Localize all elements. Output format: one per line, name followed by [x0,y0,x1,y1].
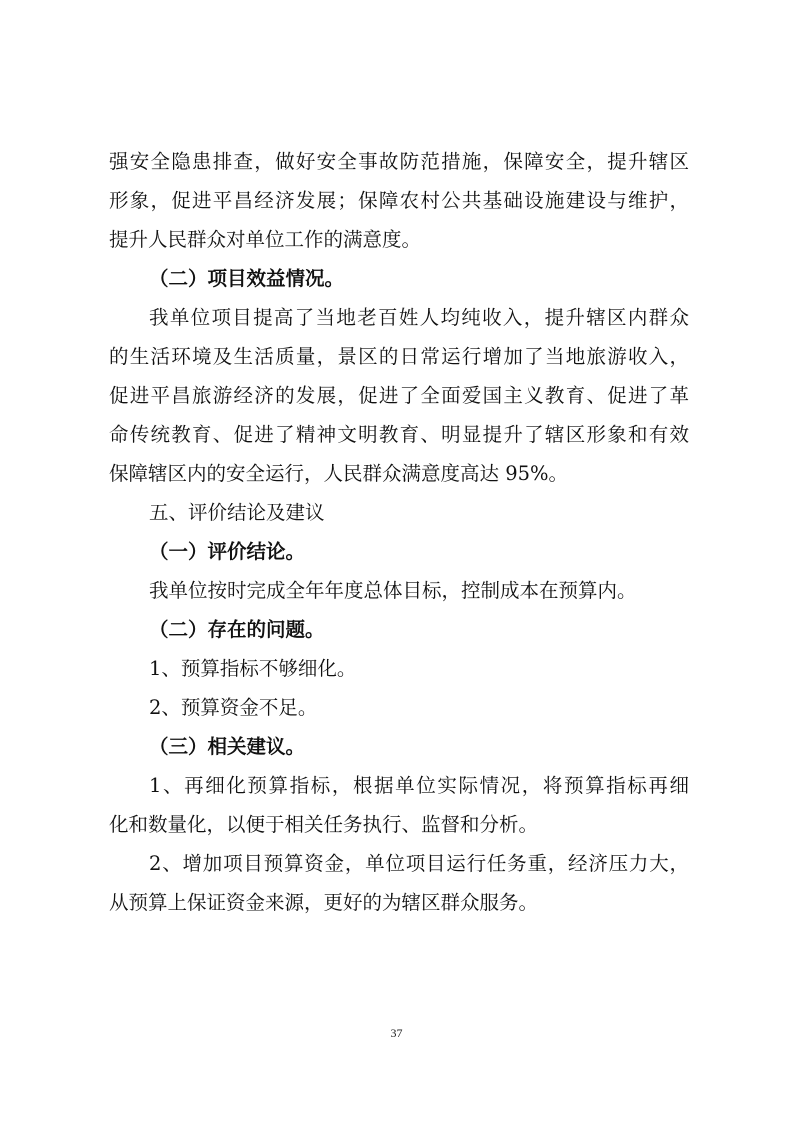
list-item: 2、预算资金不足。 [149,696,318,719]
paragraph-line: 我单位按时完成全年年度总体目标，控制成本在预算内。 [149,579,637,602]
section-heading: （三）相关建议。 [149,735,306,758]
paragraph-line: 提升人民群众对单位工作的满意度。 [109,228,422,251]
section-heading: （一）评价结论。 [149,540,306,563]
list-item: 1、预算指标不够细化。 [149,657,357,680]
list-item: 2、增加项目预算资金，单位项目运行任务重，经济压力大， [149,852,689,875]
page-number: 37 [390,1026,403,1040]
section-heading: （二）项目效益情况。 [149,267,345,290]
paragraph-line: 保障辖区内的安全运行，人民群众满意度高达 95%。 [109,462,569,485]
paragraph-line: 的生活环境及生活质量，景区的日常运行增加了当地旅游收入， [109,345,689,368]
list-item: 1、再细化预算指标，根据单位实际情况，将预算指标再细 [149,774,689,797]
chapter-heading: 五、评价结论及建议 [149,501,325,524]
section-heading: （二）存在的问题。 [149,618,325,641]
paragraph-line: 我单位项目提高了当地老百姓人均纯收入，提升辖区内群众 [149,306,689,329]
paragraph-line: 从预算上保证资金来源，更好的为辖区群众服务。 [109,891,539,914]
paragraph-line: 命传统教育、促进了精神文明教育、明显提升了辖区形象和有效 [109,423,689,446]
paragraph-line: 强安全隐患排查，做好安全事故防范措施，保障安全，提升辖区 [109,150,689,173]
paragraph-line: 促进平昌旅游经济的发展，促进了全面爱国主义教育、促进了革 [109,384,689,407]
paragraph-line: 形象，促进平昌经济发展；保障农村公共基础设施建设与维护， [109,189,689,212]
paragraph-line: 化和数量化，以便于相关任务执行、监督和分析。 [109,813,539,836]
